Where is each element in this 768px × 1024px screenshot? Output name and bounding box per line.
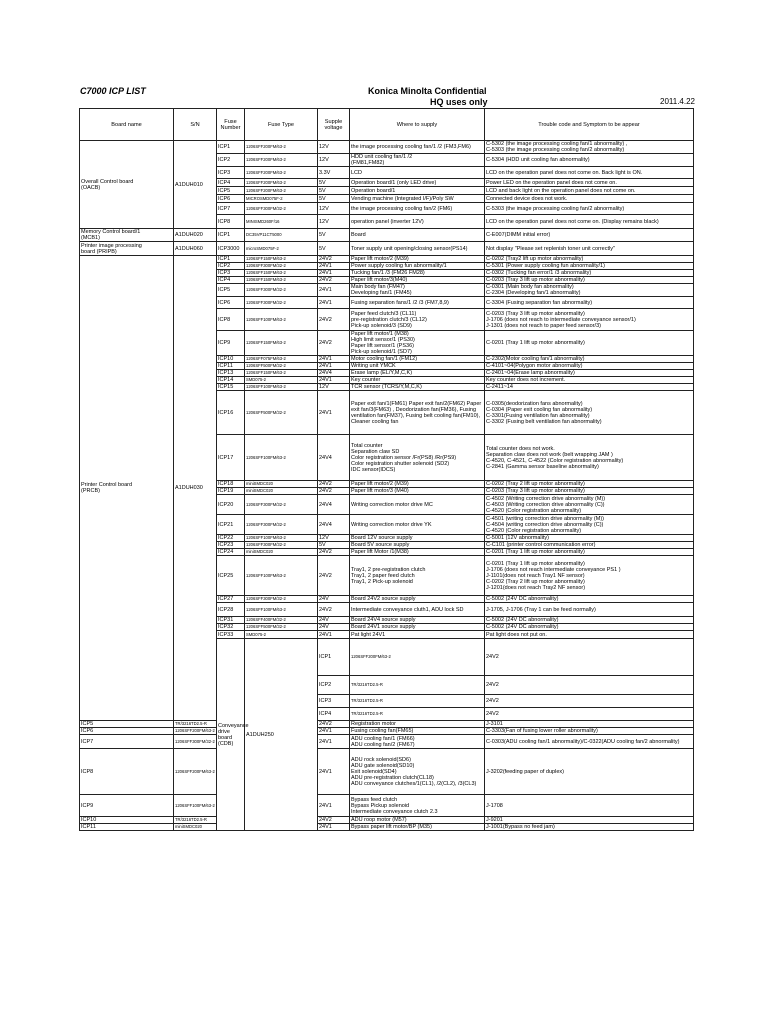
supply-voltage-cell: 24V2	[318, 331, 350, 356]
fuse-number-cell: ICP11	[80, 824, 174, 831]
fuse-number-cell: ICP7	[217, 203, 245, 215]
trouble-code-cell: C-3303(Fan of fusing lower roller abnormality)	[485, 728, 694, 735]
supply-voltage-cell: 5V	[318, 179, 350, 187]
where-to-supply-cell: Writing unit YMCK	[350, 363, 485, 370]
fuse-type-cell: 1206SFF300FM/32-2	[174, 735, 217, 749]
where-to-supply-cell: Operation board/1	[350, 187, 485, 195]
fuse-number-cell: ICP6	[217, 297, 245, 309]
where-to-supply-cell: Fusing cooling fan(FM65)	[350, 728, 485, 735]
fuse-number-cell: ICP13	[217, 370, 245, 377]
where-to-supply-cell: Tucking fan/1 /3 (FM26 FM28)	[350, 270, 485, 277]
fuse-number-cell: ICP16	[217, 391, 245, 435]
trouble-code-cell: C-5001 (12V abnormality)	[485, 535, 694, 542]
fuse-number-cell: ICP4	[217, 179, 245, 187]
fuse-type-cell: 1206SFF300FM/32-2	[245, 515, 318, 535]
fuse-type-cell: miniSMDC020	[245, 549, 318, 556]
fuse-type-cell: miniSMDC020	[245, 488, 318, 495]
where-to-supply-cell: Board	[350, 229, 485, 242]
serial-number-cell: A1DUH060	[174, 242, 217, 256]
trouble-code-cell: C-0201 (Tray 1 lift up motor abnormality) J-1706 (does not reach intermediate conveyance PS1 ) J-1101(does not reach Tray1 NF sensor) C-0202 (Tray 2 lift up motor abnormality) J-1201(does not reach Tray2 NF sensor)	[485, 556, 694, 596]
serial-number-cell: A1DUH010	[174, 141, 217, 229]
trouble-code-cell: J-3202(feeding paper of duplex)	[485, 749, 694, 795]
fuse-number-cell: ICP24	[217, 549, 245, 556]
fuse-type-cell: 1206SFF200FM/63-2	[245, 167, 318, 179]
fuse-type-cell: 1206SFF300FM/32-2	[245, 284, 318, 297]
supply-voltage-cell: 12V	[318, 154, 350, 167]
fuse-type-cell: 1206SFF075FM/63-2	[245, 356, 318, 363]
where-to-supply-cell: Board 24V4 source supply	[350, 617, 485, 624]
trouble-code-cell: J-9201	[485, 817, 694, 824]
where-to-supply-cell: Writing correction motor drive MC	[350, 495, 485, 515]
board-name-cell: Printer Control board (PRCB)	[80, 256, 174, 721]
where-to-supply-cell: Power supply cooling fun abnormality/1	[350, 263, 485, 270]
fuse-number-cell: ICP2	[318, 676, 350, 695]
trouble-code-cell: C-0303(ADU cooling fan/1 abnormality)/C-0322(ADU cooling fan/2 abnormality)	[485, 735, 694, 749]
supply-voltage-cell: 24V1	[318, 363, 350, 370]
supply-voltage-cell: 24V2	[318, 488, 350, 495]
fuse-number-cell: ICP4	[318, 708, 350, 721]
fuse-type-cell: 1206SFF400FM/32-2	[245, 617, 318, 624]
where-to-supply-cell: Writing correction motor drive YK	[350, 515, 485, 535]
fuse-type-cell: TR/3216TD2.5-R	[350, 676, 485, 695]
column-header-fuse-type: Fuse Type	[245, 109, 318, 141]
fuse-number-cell: ICP10	[217, 356, 245, 363]
where-to-supply-cell: Board 24V2 source supply	[350, 596, 485, 603]
supply-voltage-cell: 24V2	[318, 481, 350, 488]
where-to-supply-cell: operation panel (inverter 12V)	[350, 215, 485, 229]
fuse-type-cell: MINISMD260F/16	[245, 215, 318, 229]
table-row	[80, 242, 694, 256]
column-header-sn: S/N	[174, 109, 217, 141]
trouble-code-cell: C-0201 (Tray 1 lift up motor abnormality)	[485, 331, 694, 356]
fuse-type-cell: 1206SFF500FM/32-2	[245, 391, 318, 435]
trouble-code-cell: C-5304 (HDD unit cooling fan abnormality)	[485, 154, 694, 167]
fuse-type-cell: MICROSMD075F-2	[245, 195, 318, 203]
fuse-number-cell: ICP6	[80, 728, 174, 735]
trouble-code-cell: J-3101	[485, 721, 694, 728]
fuse-number-cell: ICP9	[80, 795, 174, 817]
trouble-code-cell: J-1001(Bypass no feed jam)	[485, 824, 694, 831]
supply-voltage-cell: 24V1	[318, 631, 350, 639]
where-to-supply-cell: Paper lift motor/2 (M39)	[350, 481, 485, 488]
trouble-code-cell: C-5303 (the image processing cooling fan/2 abnormality)	[485, 203, 694, 215]
trouble-code-cell: J-1708	[485, 795, 694, 817]
supply-voltage-cell: 24V4	[318, 495, 350, 515]
supply-voltage-cell: 12V	[318, 141, 350, 154]
supply-voltage-cell: 24V1	[318, 297, 350, 309]
fuse-type-cell: 1206SFF150FM/63-2	[245, 256, 318, 263]
fuse-type-cell: microSMD075F-2	[245, 242, 318, 256]
fuse-type-cell: 1206SFF200FM/63-2	[245, 179, 318, 187]
fuse-number-cell: ICP17	[217, 435, 245, 481]
supply-voltage-cell: 5V	[318, 195, 350, 203]
trouble-code-cell: Pat light does not put on.	[485, 631, 694, 639]
fuse-number-cell: ICP32	[217, 624, 245, 631]
table-row	[80, 735, 694, 749]
supply-voltage-cell: 24V2	[485, 676, 694, 695]
supply-voltage-cell: 12V	[318, 215, 350, 229]
supply-voltage-cell: 24V1	[318, 377, 350, 384]
fuse-number-cell: ICP21	[217, 515, 245, 535]
fuse-number-cell: ICP9	[217, 331, 245, 356]
serial-number-cell: A1DUH030	[174, 256, 217, 721]
table-row	[80, 141, 694, 154]
fuse-number-cell: ICP2	[217, 154, 245, 167]
trouble-code-cell: C-5302 (the image processing cooling fan/1 abnormality) , C-5303 (the image processing cooling fan/2 abnormality)	[485, 141, 694, 154]
fuse-type-cell: TR/3216TD2.5-R	[174, 817, 217, 824]
supply-voltage-cell: 24V1	[318, 749, 350, 795]
fuse-type-cell: 1206SFF150FM/63-2	[245, 331, 318, 356]
where-to-supply-cell: Board 12V source supply	[350, 535, 485, 542]
where-to-supply-cell: Key counter	[350, 377, 485, 384]
trouble-code-cell: C-2401~04(Erase lamp abnormality)	[485, 370, 694, 377]
trouble-code-cell: C-0201 (Tray 1 lift up motor abnormality)	[485, 549, 694, 556]
fuse-number-cell: ICP4	[217, 277, 245, 284]
where-to-supply-cell: Main body fan (FM47) Developing fan/1 (FM45)	[350, 284, 485, 297]
supply-voltage-cell: 24V2	[318, 556, 350, 596]
supply-voltage-cell: 24V2	[485, 639, 694, 676]
supply-voltage-cell: 24V2	[318, 721, 350, 728]
trouble-code-cell: C-E007(DIMM initial error)	[485, 229, 694, 242]
where-to-supply-cell: Motor cooling fan/1 (FM12)	[350, 356, 485, 363]
where-to-supply-cell: Erase lamp (EL/Y,M,C,K)	[350, 370, 485, 377]
document-date: 2011.4.22	[660, 97, 695, 106]
fuse-number-cell: ICP2	[217, 263, 245, 270]
fuse-type-cell: DC35VP11CT5000	[245, 229, 318, 242]
where-to-supply-cell: Pat light 24V1	[350, 631, 485, 639]
fuse-type-cell: miniSMDC020	[174, 824, 217, 831]
trouble-code-cell: C-0302 (Tucking fan error/1 /3 abnormality)	[485, 270, 694, 277]
where-to-supply-cell: Paper feed clutch/3 (CL11) pre-registration clutch/3 (CL12) Pick-up solenoid/3 (SD9)	[350, 309, 485, 331]
where-to-supply-cell: Intermediate conveyance cluth1, ADU lock SD	[350, 603, 485, 617]
supply-voltage-cell: 12V	[318, 384, 350, 391]
fuse-number-cell: ICP8	[217, 215, 245, 229]
fuse-type-cell: 1206SFF300FM/32-2	[245, 263, 318, 270]
where-to-supply-cell: Bypass paper lift motor/BP (M35)	[350, 824, 485, 831]
supply-voltage-cell: 24V	[318, 624, 350, 631]
fuse-type-cell: 1206SFF200FM/63-2	[245, 141, 318, 154]
where-to-supply-cell: Toner supply unit opening/closing sensor(PS14)	[350, 242, 485, 256]
fuse-type-cell: 1206SFF300FM/32-2	[245, 495, 318, 515]
trouble-code-cell: Connected device does not work.	[485, 195, 694, 203]
fuse-type-cell: 1206SFF200FM/63-2	[175, 728, 215, 733]
fuse-type-cell: miniSMDC020	[245, 481, 318, 488]
supply-voltage-cell: 3.3V	[318, 167, 350, 179]
supply-voltage-cell: 24V2	[485, 708, 694, 721]
where-to-supply-cell: HDD unit cooling fan/1 /2 (FM81,FM82)	[350, 154, 485, 167]
supply-voltage-cell: 24V1	[318, 270, 350, 277]
table-body	[80, 141, 694, 831]
column-header-trouble-code: Trouble code and Symptom to be appear	[485, 109, 694, 141]
trouble-code-cell: C-4502 (Writing correction drive abnormality (M)) C-4503 (Writing correction drive abnormality (C)) C-4520 (Color registration abnormality)	[485, 495, 694, 515]
fuse-number-cell: ICP1	[217, 141, 245, 154]
fuse-type-cell: SMD075-2	[245, 631, 318, 639]
fuse-number-cell: ICP18	[217, 481, 245, 488]
fuse-number-cell: ICP10	[80, 817, 174, 824]
supply-voltage-cell: 24V2	[318, 549, 350, 556]
trouble-code-cell: C-4101~04(Polygon motor abnormality)	[485, 363, 694, 370]
board-name-cell: Memory Control board/1 (MCB1)	[80, 229, 174, 242]
trouble-code-cell: C-5301 (Power supply cooling fun abnormality/1)	[485, 263, 694, 270]
fuse-number-cell: ICP15	[217, 384, 245, 391]
fuse-type-cell: TR/3216TD2.5-R	[350, 708, 485, 721]
fuse-type-cell: 1206SFF150FM/63-2	[245, 270, 318, 277]
fuse-number-cell: ICP28	[217, 603, 245, 617]
column-header-where-to-supply: Where to supply	[350, 109, 485, 141]
supply-voltage-cell: 24V1	[318, 728, 350, 735]
table-row	[80, 817, 694, 824]
supply-voltage-cell: 24V2	[318, 256, 350, 263]
supply-voltage-cell: 24V2	[318, 603, 350, 617]
column-header-supply-voltage: Supple voltage	[318, 109, 350, 141]
trouble-code-cell: Not display "Please set replenish toner unit correctly"	[485, 242, 694, 256]
where-to-supply-cell: Paper exit fan/1(FM61) Paper exit fan/2(FM62) Paper exit fan/3(FM63) , Deodorization fan(FM36), Fusing ventilation fan(FM37), Fusing belt cooling fan(FM10), Cleaner cooling fan	[350, 391, 485, 435]
fuse-number-cell: ICP25	[217, 556, 245, 596]
fuse-number-cell: ICP23	[217, 542, 245, 549]
fuse-type-cell: 1206SFF100FM/63-2	[245, 535, 318, 542]
board-name-cell: Overall Control board (OACB)	[80, 141, 174, 229]
where-to-supply-cell: Board 24V1 source supply	[350, 624, 485, 631]
supply-voltage-cell: 24V1	[318, 391, 350, 435]
where-to-supply-cell: Total counter Separation claw SD Color registration sensor /Fr(PS8) /Rr(PS9) Color registration shutter solenoid (SD2) IDC sensor(IDCS)	[350, 435, 485, 481]
where-to-supply-cell: Vending machine (Integrated I/F)/Poly SW	[350, 195, 485, 203]
where-to-supply-cell: the image processing cooling fan/2 (FM6)	[350, 203, 485, 215]
where-to-supply-cell: Tray1, 2 pre-registration clutch Tray1, 2 paper feed clutch Tray1, 2 Pick-up solenoid	[350, 556, 485, 596]
supply-voltage-cell: 12V	[318, 203, 350, 215]
fuse-number-cell: ICP5	[217, 187, 245, 195]
where-to-supply-cell: Bypass feed clutch Bypass Pickup solenoid Intermediate conveyance clutch 2.3	[350, 795, 485, 817]
trouble-code-cell: Total counter does not work. Separation claw does not work (belt wrapping JAM ) C-4520, C-4521, C-4522 (Color registration abnormality) C-2841 (Gamma sensor baseline abnormality)	[485, 435, 694, 481]
fuse-number-cell: ICP14	[217, 377, 245, 384]
trouble-code-cell: C-0301 (Main body fan abnormality) C-2304 (Developing fan/1 abnormality)	[485, 284, 694, 297]
trouble-code-cell: J-1705, J-1706 (Tray 1 can be feed normally)	[485, 603, 694, 617]
fuse-number-cell: ICP3	[217, 270, 245, 277]
fuse-type-cell: 1206SFF500FM/32-2	[245, 363, 318, 370]
where-to-supply-cell: Paper lift motor/3 (M40)	[350, 488, 485, 495]
table-row	[80, 728, 694, 735]
fuse-number-cell: ICP31	[217, 617, 245, 624]
serial-number-cell: A1DUH020	[174, 229, 217, 242]
supply-voltage-cell: 5V	[318, 542, 350, 549]
fuse-number-cell: ICP19	[217, 488, 245, 495]
fuse-type-cell: 1206SFF300FM/32-2	[245, 542, 318, 549]
trouble-code-cell: C-5002 (24V DC abnormality)	[485, 596, 694, 603]
trouble-code-cell: C-C101 (printer control communication error)	[485, 542, 694, 549]
table-row	[80, 749, 694, 795]
supply-voltage-cell: 24V1	[318, 263, 350, 270]
fuse-number-cell: ICP8	[80, 749, 174, 795]
fuse-type-cell: 1206SFF300FM/32-2	[245, 203, 318, 215]
trouble-code-cell: Key counter does not increment.	[485, 377, 694, 384]
supply-voltage-cell: 12V	[318, 535, 350, 542]
table-row	[80, 795, 694, 817]
supply-voltage-cell: 5V	[318, 242, 350, 256]
where-to-supply-cell: Fusing separation fans/1 /2 /3 (FM7,8,9)	[350, 297, 485, 309]
trouble-code-cell: C-5002 (24V DC abnormality)	[485, 624, 694, 631]
where-to-supply-cell: Operation board/1 (only LED drive)	[350, 179, 485, 187]
where-to-supply-cell: Paper lift motor/2 (M39)	[350, 256, 485, 263]
trouble-code-cell: C-0203 (Tray 3 lift up motor abnormality)	[485, 277, 694, 284]
fuse-number-cell: ICP20	[217, 495, 245, 515]
list-title: C7000 ICP LIST	[80, 86, 146, 96]
fuse-number-cell: ICP3	[217, 167, 245, 179]
fuse-type-cell: 1206SFF100FM/63-2	[174, 795, 217, 817]
where-to-supply-cell: LCD	[350, 167, 485, 179]
trouble-code-cell: C-4501 (writing correction drive abnormality (M)) C-4504 (writing correction drive abnormality (C)) C-4520 (Color registration abnormality)	[485, 515, 694, 535]
serial-number-cell: A1DUH250	[245, 639, 318, 831]
table-row	[80, 229, 694, 242]
fuse-type-cell: 1206SFF150FM/63-2	[245, 277, 318, 284]
icp-table	[79, 108, 694, 831]
hq-uses-only-label: HQ uses only	[430, 97, 488, 107]
where-to-supply-cell: ADU roop motor (M57)	[350, 817, 485, 824]
trouble-code-cell: C-2411~14	[485, 384, 694, 391]
trouble-code-cell: C-0305(deodorization fans abnormality) C-0304 (Paper exit cooling fan abnormality) C-3301(Fusing ventilation fan abnormality) C-3302 (Fusing belt ventilation fan abnormality)	[485, 391, 694, 435]
fuse-number-cell: ICP7	[80, 735, 174, 749]
where-to-supply-cell: Registration motor	[350, 721, 485, 728]
fuse-type-cell: 1206SFF200FM/63-2	[245, 154, 318, 167]
where-to-supply-cell: Paper lift motor/3(M40)	[350, 277, 485, 284]
trouble-code-cell: C-5002 (24V DC abnormality)	[485, 617, 694, 624]
table-row	[80, 824, 694, 831]
fuse-number-cell: ICP27	[217, 596, 245, 603]
table-header	[80, 109, 694, 141]
fuse-type-cell: 1206SFF200FM/63-2	[350, 639, 485, 676]
supply-voltage-cell: 24V	[318, 596, 350, 603]
column-header-fuse-number: Fuse Number	[217, 109, 245, 141]
trouble-code-cell: LCD and back light on the operation panel does not come on.	[485, 187, 694, 195]
fuse-type-cell: 1206SFF300FM/32-2	[245, 297, 318, 309]
fuse-type-cell: TR/3216TD2.5-R	[350, 695, 485, 708]
table-row	[80, 256, 694, 263]
fuse-type-cell: 1206SFF500FM/32-2	[245, 624, 318, 631]
trouble-code-cell: C-0202 (Tray 2 lift up motor abnormality)	[485, 481, 694, 488]
table-row	[80, 721, 694, 728]
fuse-type-cell: 1206SFF200FM/63-2	[245, 187, 318, 195]
trouble-code-cell: Power LED on the operation panel does not come on.	[485, 179, 694, 187]
fuse-number-cell: ICP22	[217, 535, 245, 542]
supply-voltage-cell: 24V1	[318, 356, 350, 363]
fuse-number-cell: ICP6	[217, 195, 245, 203]
fuse-type-cell: 1206SFF200FM/63-2	[174, 749, 217, 795]
fuse-type-cell: 1206SFF100FM/63-2	[245, 603, 318, 617]
supply-voltage-cell: 24V4	[318, 370, 350, 377]
supply-voltage-cell: 24V1	[318, 284, 350, 297]
board-name-cell: Printer image processing board (PRIPB)	[80, 242, 174, 256]
fuse-number-cell: ICP1	[318, 639, 350, 676]
fuse-type-cell: TR/3216TD2.5-R	[174, 721, 217, 728]
fuse-type-cell: SMD075-2	[245, 377, 318, 384]
fuse-number-cell: ICP3000	[217, 242, 245, 256]
fuse-type-cell: 1206SFF100FM/63-2	[245, 435, 318, 481]
trouble-code-cell: C-2302(Motor cooling fan/1 abnormality)	[485, 356, 694, 363]
where-to-supply-cell: Board 5V source supply	[350, 542, 485, 549]
supply-voltage-cell: 24V1	[318, 795, 350, 817]
fuse-number-cell: ICP8	[217, 309, 245, 331]
company-confidential-label: Konica Minolta Confidential	[368, 86, 487, 96]
fuse-number-cell: ICP5	[217, 284, 245, 297]
fuse-number-cell: ICP3	[318, 695, 350, 708]
supply-voltage-cell: 24V2	[318, 309, 350, 331]
where-to-supply-cell: TCR sensor (TCRS/Y,M,C,K)	[350, 384, 485, 391]
trouble-code-cell: C-0203 (Tray 3 lift up motor abnormality)	[485, 488, 694, 495]
trouble-code-cell: C-0202 (Tray2 lift up motor abnormality)	[485, 256, 694, 263]
fuse-type-cell: 1206SFF100FM/63-2	[245, 556, 318, 596]
fuse-type-cell: 1206SFF150FM/63-2	[245, 370, 318, 377]
supply-voltage-cell: 24V	[318, 617, 350, 624]
fuse-type-cell: 1206SFF100FM/63-2	[245, 384, 318, 391]
fuse-type-cell: 1206SFF300FM/32-2	[245, 596, 318, 603]
fuse-number-cell: ICP5	[80, 721, 174, 728]
fuse-number-cell: ICP1	[217, 229, 245, 242]
column-header-board-name: Board name	[80, 109, 174, 141]
fuse-number-cell: ICP1	[217, 256, 245, 263]
fuse-number-cell: ICP33	[217, 631, 245, 639]
trouble-code-cell: LCD on the operation panel does not come on. Back light is ON.	[485, 167, 694, 179]
where-to-supply-cell: ADU rock solenoid(SD6) ADU gate solenoid(SD10) Exit solenoid(SD4) ADU pre-registration clutch(CL18) ADU conveyance clutches/1(CL1), /2(CL2), /3(CL3)	[350, 749, 485, 795]
supply-voltage-cell: 24V2	[318, 277, 350, 284]
where-to-supply-cell: Paper lift motor/1 (M38) High limit sensor/1 (PS30) Paper lift sensor/1 (PS36) Pick-up solenoid/1 (SD7)	[350, 331, 485, 356]
board-name-cell: Conveyance drive board (CDB)	[217, 639, 245, 831]
supply-voltage-cell: 24V1	[318, 735, 350, 749]
supply-voltage-cell: 24V4	[318, 515, 350, 535]
where-to-supply-cell: ADU cooling fan/1 (FM66) ADU cooling fan/2 (FM67)	[350, 735, 485, 749]
supply-voltage-cell: 24V1	[318, 824, 350, 831]
trouble-code-cell: LCD on the operation panel does not come on. (Display remains black)	[485, 215, 694, 229]
fuse-number-cell: ICP11	[217, 363, 245, 370]
supply-voltage-cell: 24V2	[318, 817, 350, 824]
supply-voltage-cell: 5V	[318, 229, 350, 242]
fuse-type-cell: 1206SFF100FM/63-2	[245, 309, 318, 331]
where-to-supply-cell: the image processing cooling fan/1 /2 (FM3,FM6)	[350, 141, 485, 154]
trouble-code-cell: C-0203 (Tray 3 lift up motor abnormality) J-1706 (does not reach to intermediate conveyance sensor/1) J-1301 (does not reach to paper feed sensor/3)	[485, 309, 694, 331]
trouble-code-cell: C-3304 (Fusing separation fan abnormality)	[485, 297, 694, 309]
supply-voltage-cell: 24V2	[485, 695, 694, 708]
supply-voltage-cell: 5V	[318, 187, 350, 195]
supply-voltage-cell: 24V4	[318, 435, 350, 481]
where-to-supply-cell: Paper lift Motor /1(M38)	[350, 549, 485, 556]
